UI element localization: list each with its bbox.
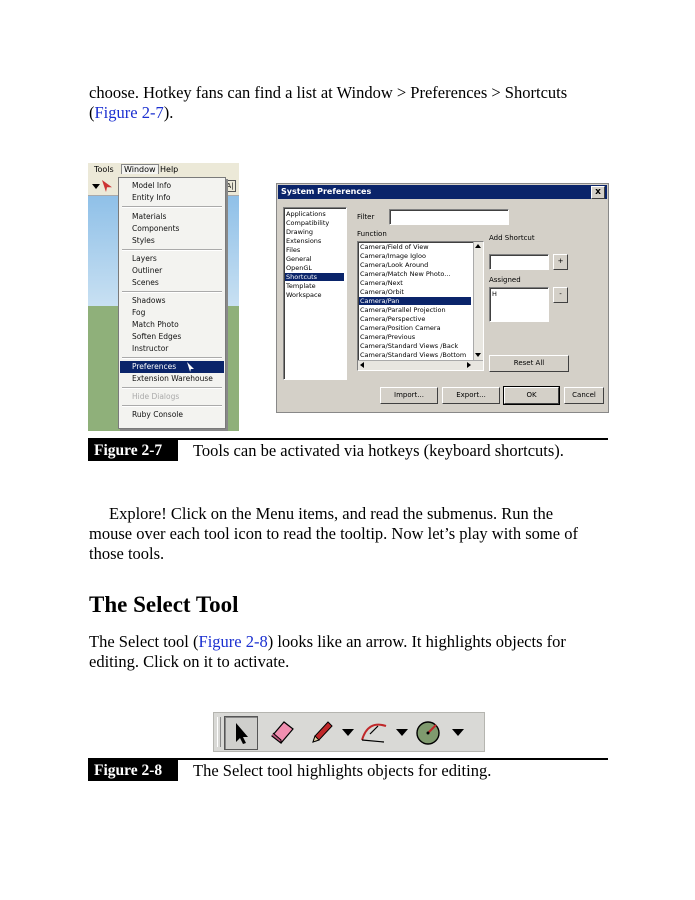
paren-close: ). [163, 103, 174, 122]
menu-item-ruby-console[interactable]: Ruby Console [132, 410, 183, 419]
menu-item-instructor[interactable]: Instructor [132, 344, 169, 353]
vertical-scrollbar[interactable] [473, 242, 483, 360]
function-item[interactable]: Camera/Previous [360, 333, 416, 341]
protractor-icon [412, 716, 444, 748]
category-workspace[interactable]: Workspace [286, 291, 322, 299]
paren-open: ( [89, 103, 95, 122]
menu-item-preferences[interactable]: Preferences [132, 362, 177, 371]
function-item[interactable]: Camera/Next [360, 279, 403, 287]
window-dropdown-menu [118, 177, 226, 429]
add-shortcut-button[interactable]: + [553, 254, 568, 270]
eraser-tool-button[interactable] [266, 716, 298, 748]
explore-line-1: Explore! Click on the Menu items, and read the submenus. Run the [109, 504, 554, 523]
select-arrow-icon[interactable] [102, 180, 112, 192]
scroll-down-icon[interactable] [475, 353, 481, 357]
window-menu-screenshot [88, 163, 239, 431]
cancel-button[interactable]: Cancel [564, 387, 604, 404]
menu-separator [122, 405, 222, 407]
menu-tools[interactable]: Tools [94, 165, 114, 174]
filter-input[interactable] [389, 209, 509, 225]
menu-item-model-info[interactable]: Model Info [132, 181, 172, 190]
intro-line-1: choose. Hotkey fans can find a list at Window > Preferences > Shortcuts [89, 83, 568, 102]
section-heading: The Select Tool [89, 592, 239, 617]
figure-2-8-label: Figure 2-8 [88, 760, 178, 781]
function-item[interactable]: Camera/Standard Views /Bottom [360, 351, 467, 359]
section-line-1 [89, 631, 566, 652]
scroll-left-icon[interactable] [360, 362, 364, 368]
function-item[interactable]: Camera/Match New Photo... [360, 270, 451, 278]
menu-item-styles[interactable]: Styles [132, 236, 155, 245]
menu-item-components[interactable]: Components [132, 224, 180, 233]
menu-separator [122, 357, 222, 359]
menu-separator [122, 249, 222, 251]
assigned-item[interactable]: H [492, 290, 497, 298]
add-shortcut-label: Add Shortcut [489, 234, 535, 242]
category-extensions[interactable]: Extensions [286, 237, 322, 245]
category-drawing[interactable]: Drawing [286, 228, 314, 236]
assigned-label: Assigned [489, 276, 521, 284]
figure-2-7-caption: Tools can be activated via hotkeys (keyboard shortcuts). [193, 441, 564, 460]
explore-line-2: mouse over each tool icon to read the tooltip. Now let’s play with some of [89, 524, 578, 543]
menu-item-materials[interactable]: Materials [132, 212, 167, 221]
menu-item-outliner[interactable]: Outliner [132, 266, 163, 275]
menu-separator [122, 387, 222, 389]
toolbar-grip[interactable] [217, 717, 221, 747]
close-button[interactable]: x [591, 186, 605, 199]
function-item[interactable]: Camera/Look Around [360, 261, 429, 269]
add-shortcut-input[interactable] [489, 254, 549, 270]
dialog-title: System Preferences [281, 187, 372, 196]
function-item-selected[interactable]: Camera/Pan [359, 297, 471, 305]
pencil-tool-button[interactable] [306, 716, 338, 748]
horizontal-scrollbar[interactable] [358, 360, 483, 370]
import-button[interactable]: Import... [380, 387, 438, 404]
function-list[interactable] [357, 241, 484, 371]
function-item[interactable]: Camera/Image Igloo [360, 252, 426, 260]
eraser-icon [266, 716, 298, 748]
menu-item-scenes[interactable]: Scenes [132, 278, 159, 287]
category-shortcuts[interactable]: Shortcuts [285, 273, 344, 281]
function-item[interactable]: Camera/Parallel Projection [360, 306, 446, 314]
figure-2-8-caption: The Select tool highlights objects for editing. [193, 761, 492, 780]
function-item[interactable]: Camera/Field of View [360, 243, 429, 251]
arc-icon [358, 716, 390, 748]
function-item[interactable]: Camera/Standard Views /Back [360, 342, 459, 350]
select-toolbar [213, 712, 485, 752]
menu-item-extension-warehouse[interactable]: Extension Warehouse [132, 374, 213, 383]
figure-2-7-label: Figure 2-7 [88, 440, 178, 461]
system-preferences-dialog [276, 183, 609, 413]
category-general[interactable]: General [286, 255, 312, 263]
menu-separator [122, 206, 222, 208]
menu-item-soften-edges[interactable]: Soften Edges [132, 332, 182, 341]
remove-shortcut-button[interactable]: - [553, 287, 568, 303]
scroll-right-icon[interactable] [467, 362, 471, 368]
figure-2-8-link[interactable]: Figure 2-8 [198, 632, 268, 651]
menu-item-hide-dialogs: Hide Dialogs [132, 392, 180, 401]
menu-window[interactable]: Window [121, 164, 159, 174]
menubar [88, 163, 239, 177]
menu-separator [122, 291, 222, 293]
arc-tool-button[interactable] [358, 716, 390, 748]
scroll-up-icon[interactable] [475, 244, 481, 248]
function-item[interactable]: Camera/Position Camera [360, 324, 441, 332]
section-line-2: editing. Click on it to activate. [89, 652, 290, 671]
menu-help[interactable]: Help [160, 165, 179, 174]
protractor-dropdown-chevron-down-icon[interactable] [452, 729, 464, 736]
category-files[interactable]: Files [286, 246, 301, 254]
menu-item-fog[interactable]: Fog [132, 308, 146, 317]
filter-label: Filter [357, 213, 375, 221]
select-tool-button[interactable] [224, 716, 258, 750]
menu-item-entity-info[interactable]: Entity Info [132, 193, 171, 202]
chevron-down-icon[interactable] [92, 184, 100, 189]
category-list[interactable] [283, 207, 347, 380]
assigned-list[interactable] [489, 287, 549, 322]
menu-item-shadows[interactable]: Shadows [132, 296, 166, 305]
protractor-tool-button[interactable] [412, 716, 444, 748]
select-arrow-icon [225, 717, 257, 749]
dialog-titlebar [278, 185, 607, 199]
reset-all-button[interactable]: Reset All [489, 355, 569, 372]
export-button[interactable]: Export... [442, 387, 500, 404]
ok-button[interactable]: OK [504, 387, 559, 404]
text-tool-icon[interactable]: A| [224, 180, 236, 192]
pencil-icon [306, 716, 338, 748]
category-opengl[interactable]: OpenGL [286, 264, 313, 272]
menu-item-match-photo[interactable]: Match Photo [132, 320, 179, 329]
function-item[interactable]: Camera/Perspective [360, 315, 426, 323]
category-applications[interactable]: Applications [286, 210, 326, 218]
function-label: Function [357, 230, 387, 238]
category-template[interactable]: Template [286, 282, 316, 290]
explore-line-3: those tools. [89, 544, 165, 563]
function-item[interactable]: Camera/Orbit [360, 288, 404, 296]
section-text-b: ) looks like an arrow. It highlights objects for [267, 632, 566, 651]
intro-line-2 [89, 102, 173, 123]
category-compatibility[interactable]: Compatibility [286, 219, 330, 227]
section-text-a: The Select tool ( [89, 632, 199, 651]
pencil-dropdown-chevron-down-icon[interactable] [342, 729, 354, 736]
arc-dropdown-chevron-down-icon[interactable] [396, 729, 408, 736]
menu-item-layers[interactable]: Layers [132, 254, 157, 263]
figure-2-7-link[interactable]: Figure 2-7 [94, 103, 164, 122]
